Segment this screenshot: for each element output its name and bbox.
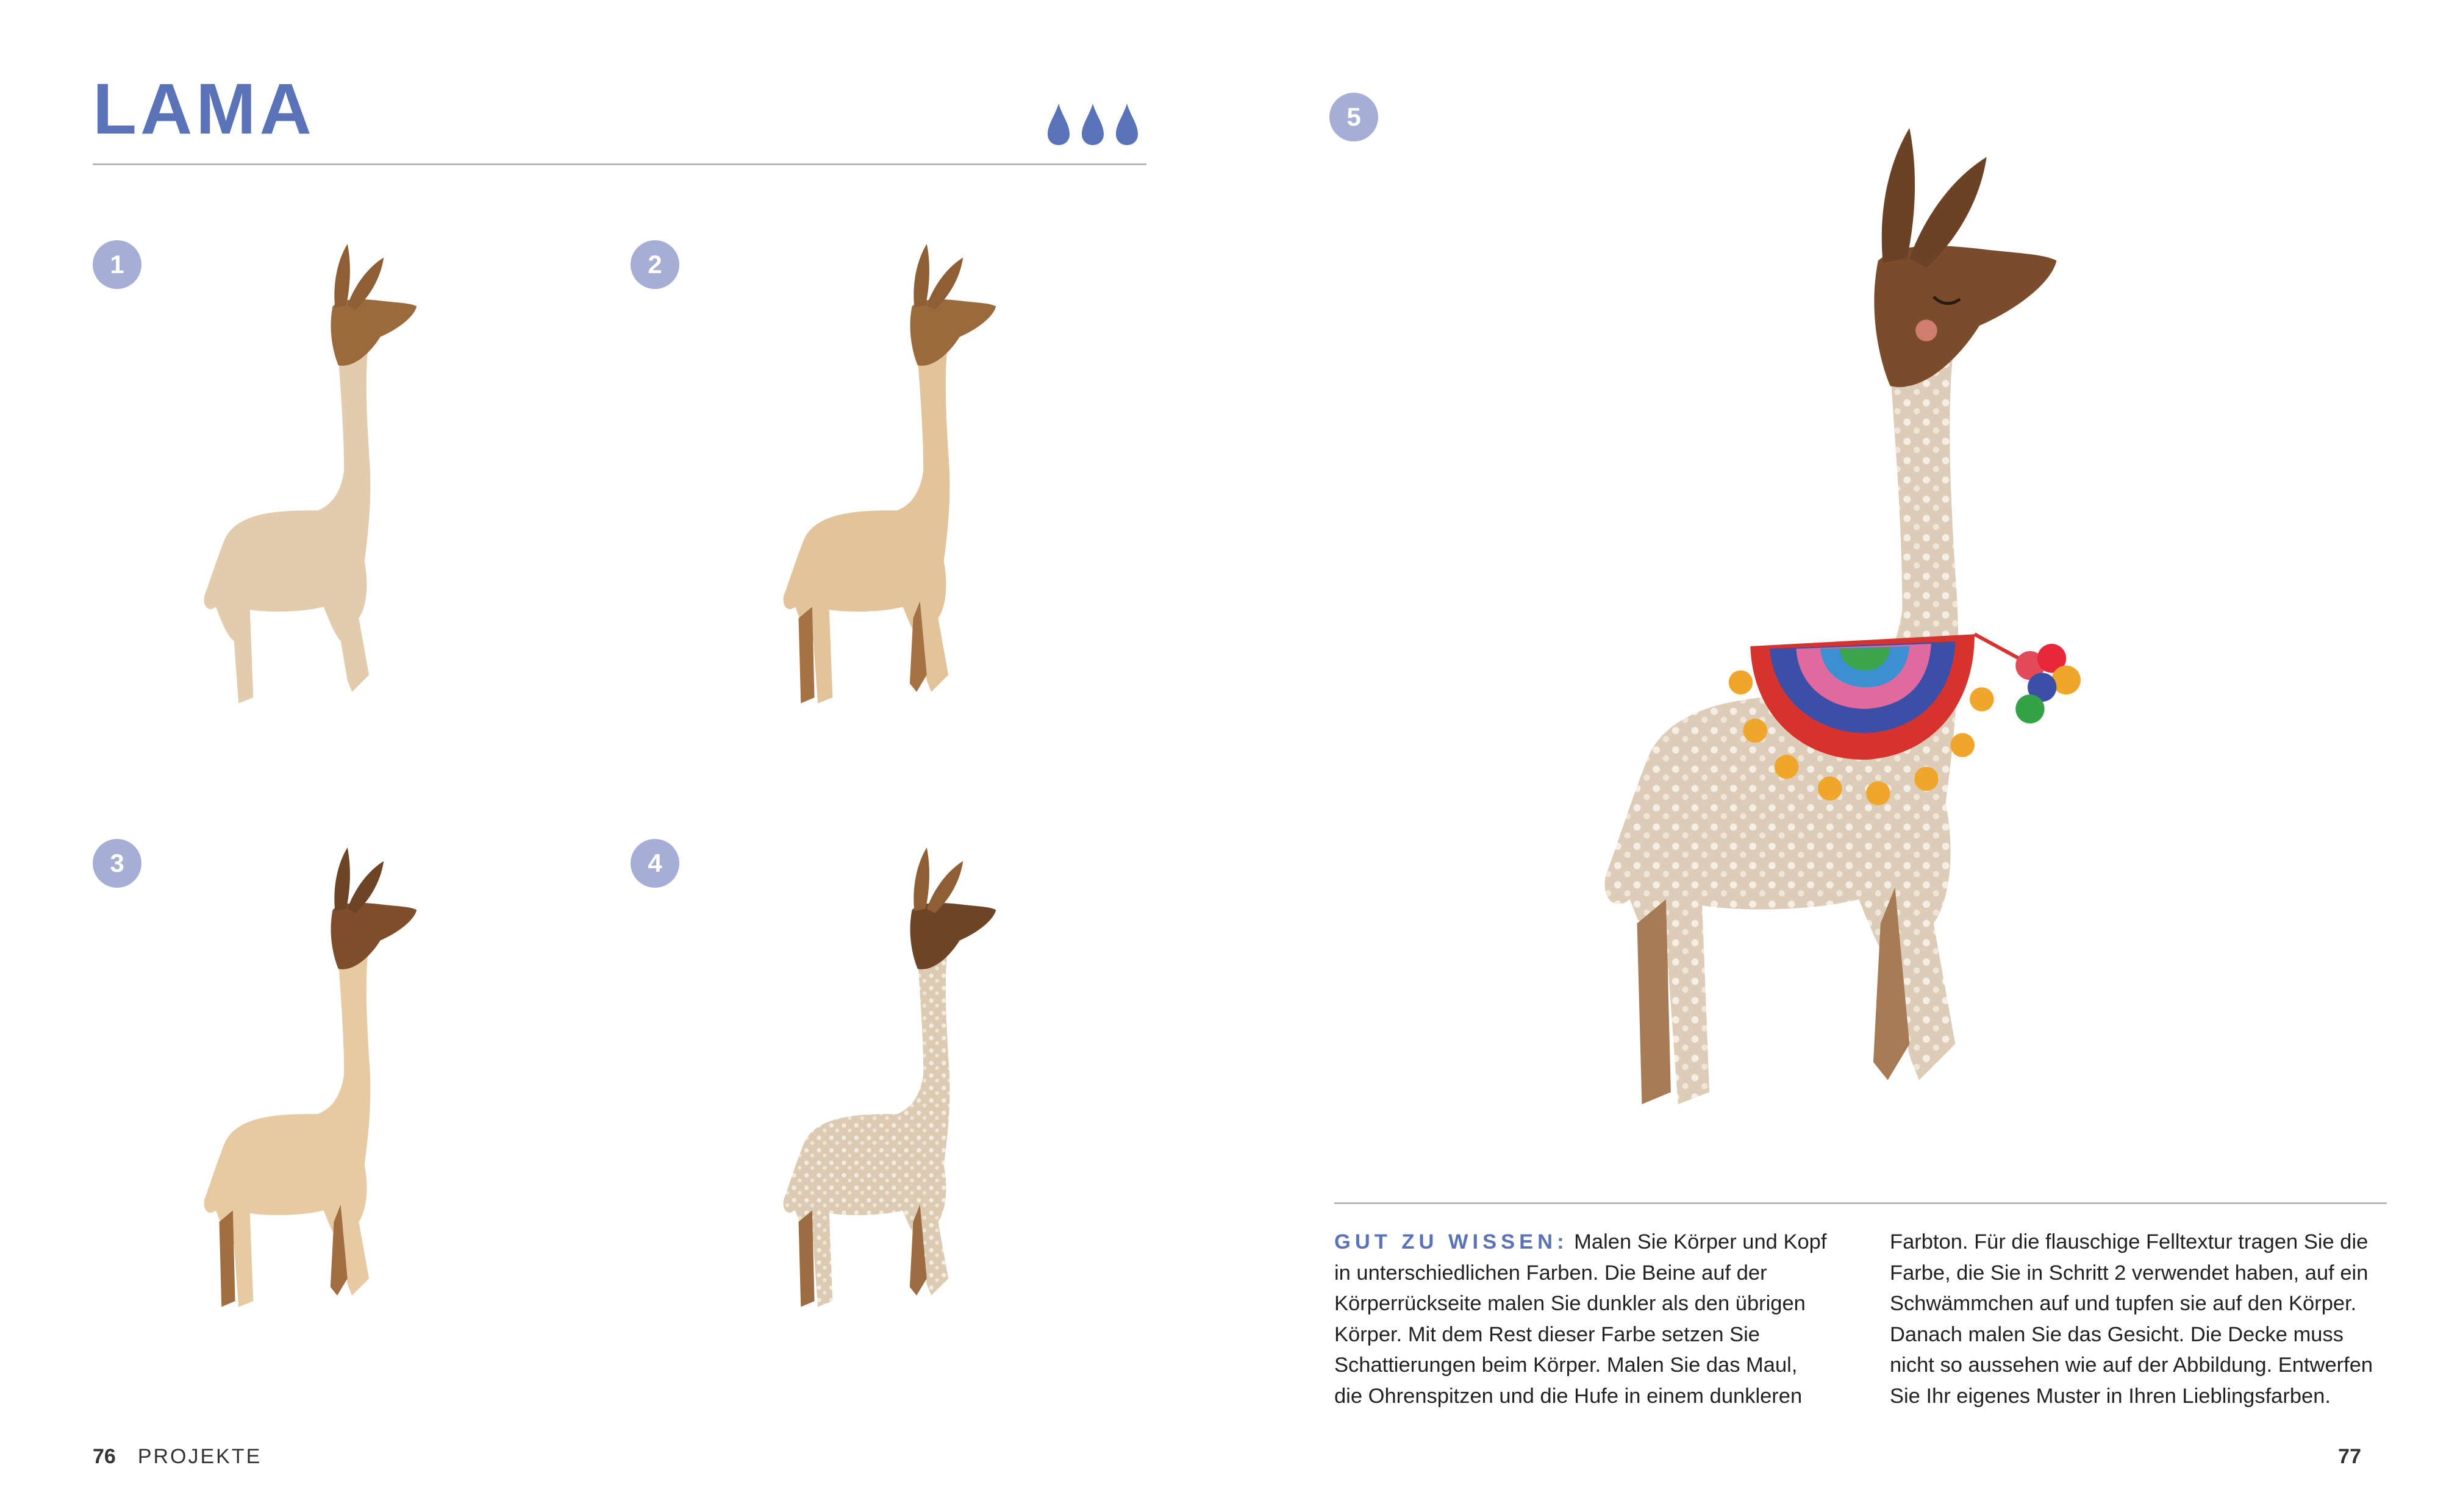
llama-step-3-illustration (165, 847, 494, 1335)
right-page (1224, 0, 2449, 1512)
tip-text (1334, 1227, 2387, 1411)
water-drop-icon (1046, 102, 1071, 146)
water-drop-icon (1081, 102, 1105, 146)
page-title: LAMA (93, 69, 315, 149)
cheek-blush (1915, 319, 1937, 341)
step-badge-3: 3 (93, 839, 141, 888)
step-badge-2: 2 (631, 240, 679, 289)
tip-body: Malen Sie Körper und Kopf in unterschiedlichen Farben. Die Beine auf der Körperrückseite malen Sie dunkler als den übrigen Körper. Mit dem Rest dieser Farbe setzen Sie Schattierungen beim Körper. Malen Sie das Maul, die Ohrenspitzen und die Hufe in einem dunkleren Farbton. Für die flauschige Felltextur tragen Sie die Farbe, die Sie in Schritt 2 verwendet haben, auf ein Schwämmchen auf und tupfen sie auf den Körper. Danach malen Sie das Gesicht. Die Decke muss nicht so aussehen wie auf der Abbildung. Entwerfen Sie Ihr eigenes Muster in Ihren Lieblingsfarben. (1334, 1230, 2373, 1408)
footer-left (93, 1445, 262, 1469)
tip-label: GUT ZU WISSEN: (1334, 1230, 1568, 1253)
title-divider (93, 163, 1146, 165)
pompom-decoration (1975, 634, 2081, 723)
llama-step-1-illustration (165, 244, 494, 732)
tip-divider (1334, 1202, 2387, 1204)
page-number-left: 76 (93, 1445, 116, 1468)
llama-step-4-illustration (744, 847, 1073, 1335)
left-page (0, 0, 1224, 1512)
llama-final-illustration (1511, 128, 2231, 1164)
page-number-right: 77 (2338, 1445, 2361, 1468)
step-badge-5: 5 (1329, 93, 1378, 141)
water-drop-icon (1115, 102, 1139, 146)
llama-step-2-illustration (744, 244, 1073, 732)
section-name: PROJEKTE (137, 1445, 262, 1468)
step-badge-1: 1 (93, 240, 141, 289)
step-badge-4: 4 (631, 839, 679, 888)
difficulty-rating (1046, 102, 1139, 146)
